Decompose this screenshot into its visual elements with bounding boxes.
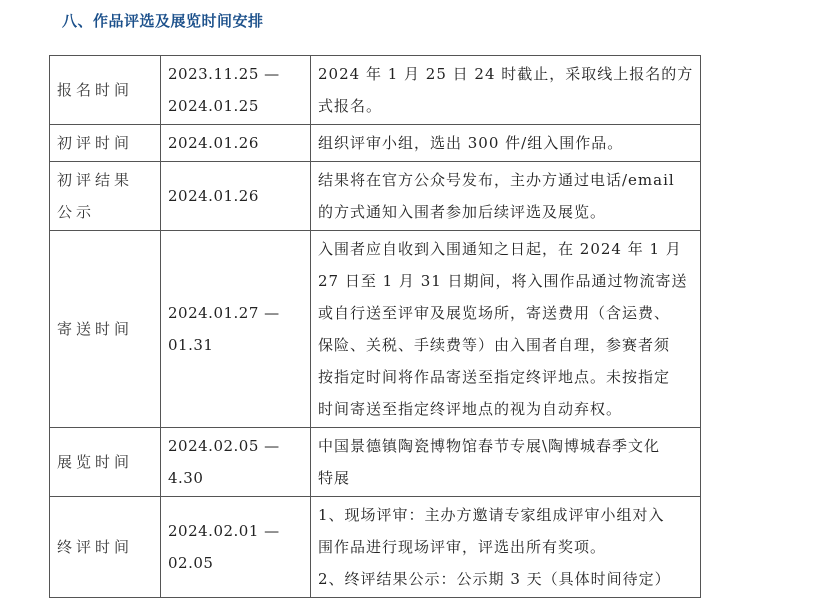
- date-line: 2024.01.27 —: [168, 304, 280, 322]
- row-label: 展览时间: [50, 428, 161, 497]
- desc-line: 按指定时间将作品寄送至指定终评地点。未按指定: [318, 368, 671, 386]
- row-description: [311, 231, 701, 428]
- table-row: [50, 162, 701, 231]
- row-date: [161, 162, 311, 231]
- desc-line: 的方式通知入围者参加后续评选及展览。: [318, 203, 607, 221]
- date-line: 4.30: [168, 469, 204, 487]
- row-description: [311, 497, 701, 598]
- table-row: [50, 125, 701, 162]
- row-description: [311, 428, 701, 497]
- row-date: [161, 497, 311, 598]
- desc-line: 组织评审小组，选出 300 件/组入围作品。: [318, 134, 624, 152]
- row-label: 报名时间: [50, 56, 161, 125]
- section-heading: 八、作品评选及展览时间安排: [62, 12, 264, 30]
- table-row: [50, 231, 701, 428]
- date-line: 01.31: [168, 336, 214, 354]
- table-row: [50, 428, 701, 497]
- row-date: [161, 428, 311, 497]
- row-description: [311, 125, 701, 162]
- row-label: 初评时间: [50, 125, 161, 162]
- date-line: 2024.01.26: [168, 134, 259, 152]
- desc-line: 2、终评结果公示：公示期 3 天（具体时间待定）: [318, 570, 671, 588]
- date-line: 2024.02.01 —: [168, 522, 280, 540]
- table-row: [50, 497, 701, 598]
- desc-line: 中国景德镇陶瓷博物馆春节专展\陶博城春季文化: [318, 437, 661, 455]
- desc-line: 1、现场评审：主办方邀请专家组成评审小组对入: [318, 506, 665, 524]
- label-line: 公示: [57, 203, 96, 221]
- date-line: 2024.02.05 —: [168, 437, 280, 455]
- date-line: 2024.01.25: [168, 97, 259, 115]
- date-line: 02.05: [168, 554, 214, 572]
- desc-line: 2024 年 1 月 25 日 24 时截止，采取线上报名的方: [318, 65, 694, 83]
- desc-line: 围作品进行现场评审，评选出所有奖项。: [318, 538, 607, 556]
- row-description: [311, 56, 701, 125]
- desc-line: 或自行送至评审及展览场所，寄送费用（含运费、: [318, 304, 671, 322]
- desc-line: 时间寄送至指定终评地点的视为自动弃权。: [318, 400, 623, 418]
- row-date: [161, 231, 311, 428]
- desc-line: 式报名。: [318, 97, 383, 115]
- schedule-table: [49, 55, 701, 598]
- label-line: 初评结果: [57, 171, 134, 189]
- date-line: 2024.01.26: [168, 187, 259, 205]
- row-label: [50, 162, 161, 231]
- table-row: [50, 56, 701, 125]
- desc-line: 特展: [318, 469, 351, 487]
- row-date: [161, 56, 311, 125]
- row-description: [311, 162, 701, 231]
- row-label: 寄送时间: [50, 231, 161, 428]
- desc-line: 结果将在官方公众号发布，主办方通过电话/email: [318, 171, 675, 189]
- desc-line: 入围者应自收到入围通知之日起，在 2024 年 1 月: [318, 240, 682, 258]
- desc-line: 27 日至 1 月 31 日期间，将入围作品通过物流寄送: [318, 272, 688, 290]
- date-line: 2023.11.25 —: [168, 65, 280, 83]
- row-label: 终评时间: [50, 497, 161, 598]
- row-date: [161, 125, 311, 162]
- desc-line: 保险、关税、手续费等）由入围者自理，参赛者须: [318, 336, 671, 354]
